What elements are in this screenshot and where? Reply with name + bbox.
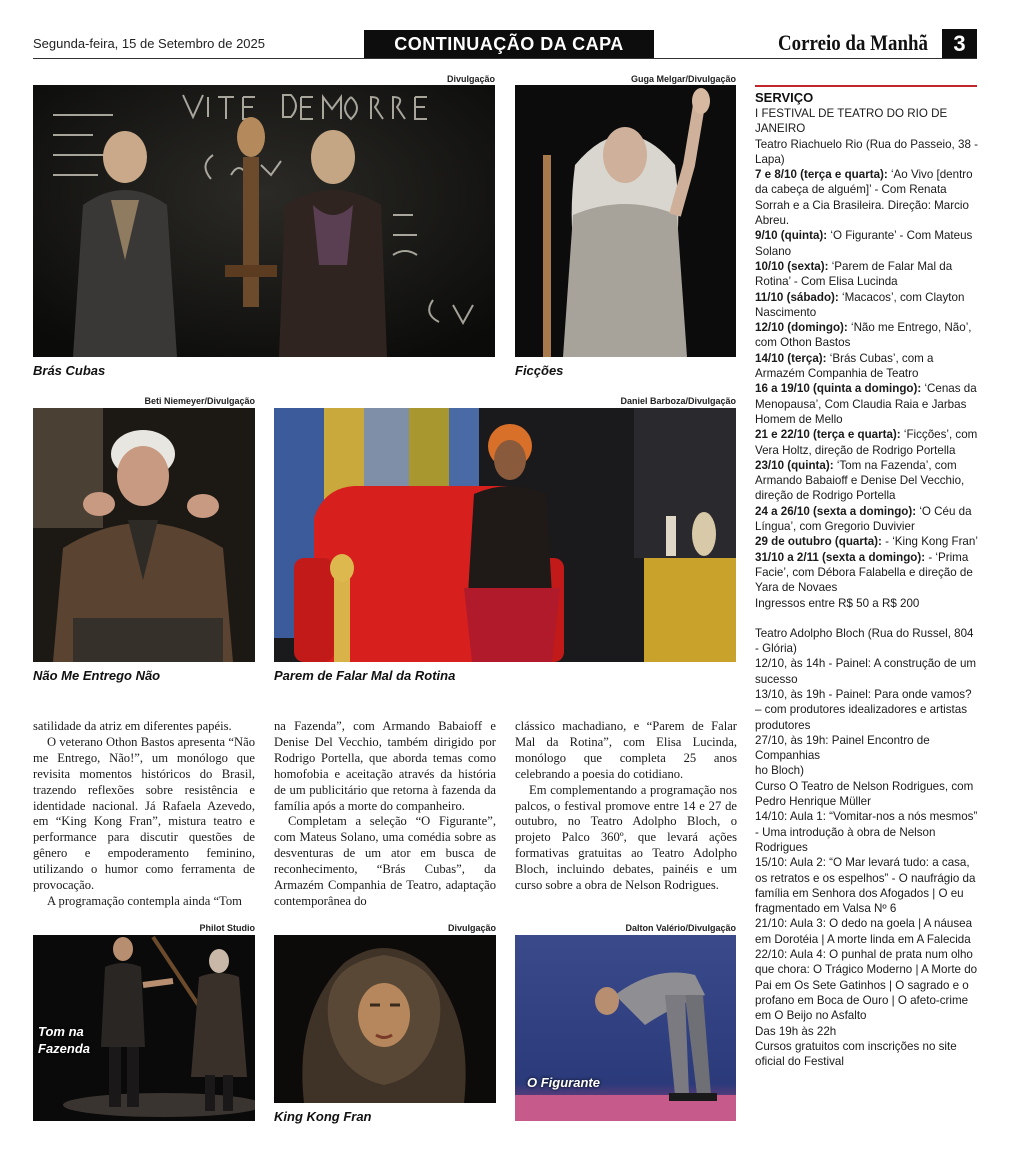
caption-tom: Tom na Fazenda (38, 1024, 91, 1056)
photo-credit-bras-cubas: Divulgação (446, 74, 495, 84)
newspaper-logo: Correio da Manhã (778, 30, 928, 55)
service-festival-name: I FESTIVAL DE TEATRO DO RIO DE JANEIRO (755, 107, 948, 136)
service-title: SERVIÇO (755, 90, 814, 105)
photo-nao-me-entrego-image (33, 408, 255, 662)
paragraph: O veterano Othon Bastos apresenta “Não me Entrego, Não!”, um monólogo que revisita momentos históricos do Brasil, trazendo reflexões sobre resistência e identidade nacional. Já Rafaela Azevedo, em “King Kong Fran”, mistura teatro e performance para discutir questões de gênero e empoderamento feminino, utilizando o humor como ferramenta de provocação. (33, 734, 255, 893)
service-venue: Teatro Riachuelo Rio (Rua do Passeio, 38 - Lapa) (755, 137, 978, 166)
photo-credit-figurante: Dalton Valério/Divulgação (625, 923, 736, 933)
schedule-entry (755, 351, 979, 382)
schedule-entry (755, 504, 979, 535)
service-rule (755, 85, 977, 87)
schedule-date: 11/10 (sábado): (755, 290, 839, 304)
schedule-text: ‘Cenas da Menopausa’, Com Claudia Raia e Jarbas Homem de Mello (755, 382, 977, 426)
paragraph: satilidade da atriz em diferentes papéis. (33, 719, 232, 733)
schedule-entry (755, 427, 979, 458)
schedule-text: ‘Parem de Falar Mal da Rotina’ - Com Elisa Lucinda (755, 259, 953, 289)
schedule-date: 16 a 19/10 (quinta a domingo): (755, 382, 922, 396)
service-line: 27/10, às 19h: Painel Encontro de Companhias (755, 733, 930, 763)
schedule-entry (755, 458, 979, 504)
photo-ficcoes (515, 85, 736, 357)
schedule-text: - ‘King Kong Fran’ (881, 535, 978, 549)
photo-credit-ficcoes: Guga Melgar/Divulgação (630, 74, 736, 84)
photo-parem (274, 408, 736, 662)
photo-credit-king-kong: Divulgação (447, 923, 496, 933)
caption-bras-cubas: Brás Cubas (33, 363, 106, 378)
schedule-date: 24 a 26/10 (sexta a domingo): (755, 504, 917, 518)
service-line: 14/10: Aula 1: “Vomitar-nos a nós mesmos” - Uma introdução à obra de Nelson Rodrigues (755, 810, 978, 854)
schedule-entry (755, 534, 979, 549)
service-line: 22/10: Aula 4: O punhal de prata num olho que chora: O Trágico Moderno | A Morte do Pai em Os Sete Gatinhos | O sagrado e o profano em Boca de Ouro | O afeto-crime em O Beijo no Asfalto (755, 948, 978, 1023)
photo-credit-parem: Daniel Barboza/Divulgação (620, 396, 736, 406)
schedule-entry (755, 381, 979, 427)
service-line: Cursos gratuitos com inscrições no site oficial do Festival (755, 1039, 957, 1069)
service-line: Curso O Teatro de Nelson Rodrigues, com Pedro Henrique Müller (755, 779, 974, 809)
photo-bras-cubas-image (33, 85, 495, 357)
schedule-entry (755, 320, 979, 351)
schedule-date: 21 e 22/10 (terça e quarta): (755, 428, 901, 442)
photo-bras-cubas (33, 85, 495, 357)
service-line: 12/10, às 14h - Painel: A construção de um sucesso (755, 657, 977, 686)
article-column-1 (33, 719, 255, 910)
service-prices: Ingressos entre R$ 50 a R$ 200 (755, 596, 920, 610)
page-number: 3 (942, 29, 977, 59)
schedule-date: 12/10 (domingo): (755, 321, 848, 335)
service-line: 13/10, às 19h - Painel: Para onde vamos? – com produtores idealizadores e artistas produtores (755, 687, 972, 732)
schedule-date: 29 de outubro (quarta): (755, 535, 882, 549)
photo-credit-nao-me-entrego: Beti Niemeyer/Divulgação (144, 396, 255, 406)
service-second-block (755, 626, 979, 1070)
photo-king-kong (274, 935, 496, 1103)
schedule-date: 9/10 (quinta): (755, 229, 828, 243)
schedule-text: ‘Macacos’, com Clayton Nascimento (755, 290, 965, 319)
schedule-date: 7 e 8/10 (terça e quarta): (755, 168, 888, 182)
service-line: Teatro Adolpho Bloch (Rua do Russel, 804 - Glória) (755, 626, 974, 656)
article-column-2 (274, 719, 496, 910)
schedule-text: ‘Não me Entrego, Não’, com Othon Bastos (755, 321, 972, 350)
caption-nao-me-entrego: Não Me Entrego Não (33, 668, 161, 683)
photo-figurante (515, 935, 736, 1121)
photo-parem-image (274, 408, 736, 662)
paragraph: na Fazenda”, com Armando Babaioff e Denise Del Vecchio, também dirigido por Rodrigo Portella, que aborda temas como homofobia e aceitação através da história de um publicitário que retorna à fazenda da família após a morte do companheiro. (274, 719, 496, 813)
service-block (755, 106, 979, 1069)
paragraph: Em complementando a programação nos palcos, o festival promove entre 14 e 27 de outubro, no Teatro Adolpho Bloch, o projeto Palco 360º, que levará ações formativas gratuitas ao Teatro Adolpho Bloch, incluindo debates, painéis e um curso sobre a obra de Nelson Rodrigues. (515, 782, 737, 893)
schedule-text: ‘O Figurante’ - Com Mateus Solano (755, 229, 973, 258)
paragraph: clássico machadiano, e “Parem de Falar Mal da Rotina”, com Elisa Lucinda, monólogo que completa 25 anos celebrando a poesia do cotidiano. (515, 719, 737, 781)
spacer (755, 611, 979, 626)
schedule-entry (755, 167, 979, 228)
schedule-text: ‘Tom na Fazenda’, com Armando Babaioff e Denise Del Vecchio, direção de Rodrigo Portella (755, 458, 965, 503)
service-line: Das 19h às 22h (755, 1024, 837, 1038)
issue-date: Segunda-feira, 15 de Setembro de 2025 (33, 36, 266, 51)
photo-ficcoes-image (515, 85, 736, 357)
schedule-date: 31/10 a 2/11 (sexta a domingo): (755, 550, 926, 564)
article-column-3 (515, 719, 737, 894)
caption-king-kong: King Kong Fran (274, 1109, 372, 1124)
schedule-text: ‘Ficções’, com Vera Holtz, direção de Rodrigo Portella (755, 428, 978, 457)
schedule-text: ‘Ao Vivo [dentro da cabeça de alguém]’ - Com Renata Sorrah e a Cia Brasileira. Direção: Marcio Abreu. (755, 168, 973, 228)
caption-figurante: O Figurante (527, 1075, 600, 1090)
schedule-date: 10/10 (sexta): (755, 259, 829, 273)
schedule-entry (755, 550, 979, 596)
schedule-entry (755, 228, 979, 259)
section-title: CONTINUAÇÃO DA CAPA (364, 30, 654, 58)
schedule-date: 23/10 (quinta): (755, 458, 834, 472)
caption-ficcoes: Ficções (515, 363, 564, 378)
schedule-entry (755, 259, 979, 290)
photo-nao-me-entrego (33, 408, 255, 662)
photo-figurante-image (515, 935, 736, 1121)
header-rule (33, 58, 977, 59)
photo-credit-tom: Philot Studio (199, 923, 255, 933)
schedule-text: ‘Brás Cubas’, com a Armazém Companhia de Teatro (755, 351, 934, 381)
service-line: 15/10: Aula 2: “O Mar levará tudo: a casa, os retratos e os espelhos” - O naufrágio da família em Senhora dos Afogados | O eu fragmentado em Valsa Nº 6 (755, 856, 976, 916)
paragraph: A programação contempla ainda “Tom (47, 893, 242, 908)
schedule-entry (755, 290, 979, 321)
schedule-date: 14/10 (terça): (755, 351, 827, 365)
service-schedule (755, 167, 979, 595)
service-line: ho Bloch) (755, 764, 804, 778)
paragraph: Completam a seleção “O Figurante”, com Mateus Solano, uma comédia sobre as desventuras de um ator em busca de reconhecimento, “Brás Cubas”, da Armazém Companhia de Teatro, adaptação contemporânea do (274, 814, 496, 908)
caption-parem: Parem de Falar Mal da Rotina (274, 668, 456, 683)
schedule-text: ‘O Céu da Língua’, com Gregorio Duvivier (755, 504, 972, 534)
schedule-text: - ‘Prima Facie’, com Débora Falabella e direção de Yara de Novaes (755, 550, 973, 595)
service-line: 21/10: Aula 3: O dedo na goela | A náusea em Dorotéia | A morte linda em A Falecida (755, 917, 973, 946)
photo-king-kong-image (274, 935, 496, 1103)
